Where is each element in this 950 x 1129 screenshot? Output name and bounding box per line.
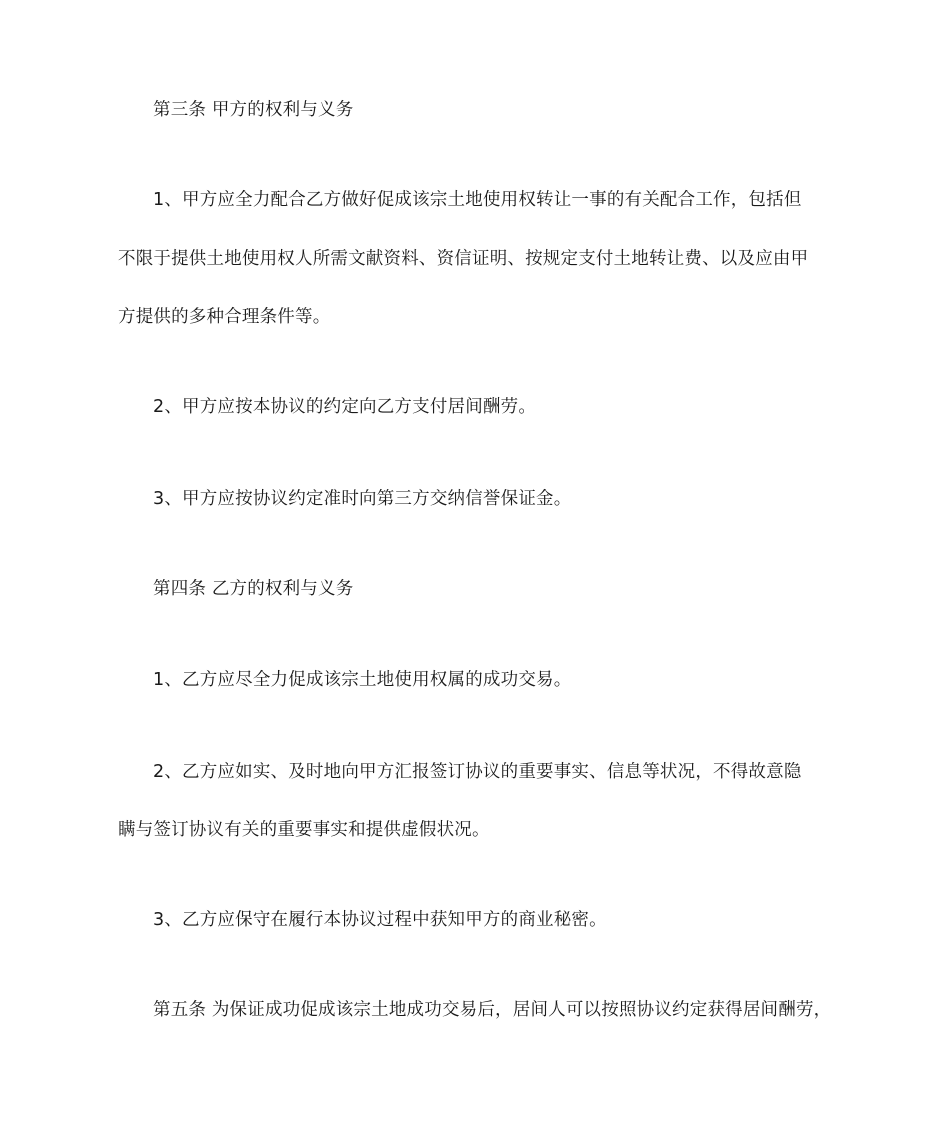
article-5-line-1: 第五条 为保证成功促成该宗土地成功交易后，居间人可以按照协议约定获得居间酬劳， bbox=[153, 1000, 832, 1020]
article-3-clause-1-line-3: 方提供的多种合理条件等。 bbox=[118, 307, 331, 327]
article-3-clause-3: 3、甲方应按协议约定准时向第三方交纳信誉保证金。 bbox=[153, 489, 572, 509]
article-4-clause-1: 1、乙方应尽全力促成该宗土地使用权属的成功交易。 bbox=[153, 670, 572, 690]
article-4-clause-2-line-2: 瞒与签订协议有关的重要事实和提供虚假状况。 bbox=[118, 820, 490, 840]
article-3-clause-1-line-1: 1、甲方应全力配合乙方做好促成该宗土地使用权转让一事的有关配合工作，包括但 bbox=[153, 190, 802, 210]
article-4-clause-2-line-1: 2、乙方应如实、及时地向甲方汇报签订协议的重要事实、信息等状况，不得故意隐 bbox=[153, 762, 802, 782]
article-4-clause-3: 3、乙方应保守在履行本协议过程中获知甲方的商业秘密。 bbox=[153, 910, 607, 930]
article-4-heading: 第四条 乙方的权利与义务 bbox=[153, 579, 354, 599]
article-3-clause-2: 2、甲方应按本协议的约定向乙方支付居间酬劳。 bbox=[153, 397, 537, 417]
article-3-clause-1-line-2: 不限于提供土地使用权人所需文献资料、资信证明、按规定支付土地转让费、以及应由甲 bbox=[118, 249, 809, 269]
article-3-heading: 第三条 甲方的权利与义务 bbox=[153, 100, 354, 120]
